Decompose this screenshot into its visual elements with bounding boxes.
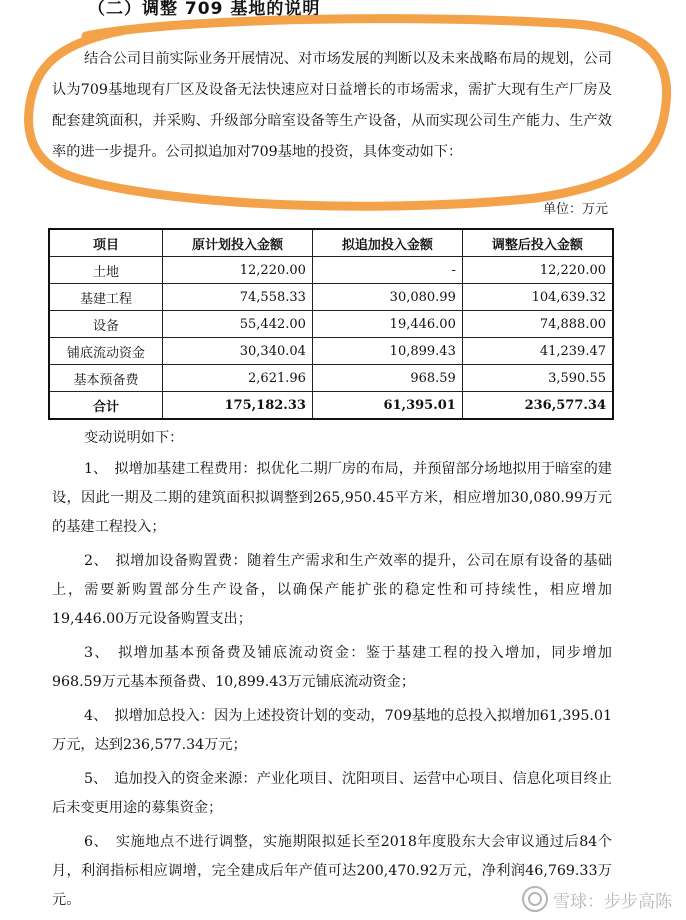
cell-additional: 30,080.99 — [312, 284, 462, 311]
change-list-intro: 变动说明如下： — [84, 430, 184, 446]
list-item: 3、 拟增加基本预备费及铺底流动资金：鉴于基建工程的投入增加，同步增加968.59万元基本预备费、10,899.43万元铺底流动资金； — [52, 645, 612, 690]
cell-name: 土地 — [49, 257, 163, 284]
cell-adjusted: 41,239.47 — [462, 338, 613, 365]
unit-label: 单位：万元 — [542, 202, 608, 217]
header-adjusted: 调整后投入金额 — [462, 229, 613, 257]
cell-total-adjusted: 236,577.34 — [462, 392, 613, 420]
table-row — [49, 284, 613, 311]
cell-adjusted: 104,639.32 — [462, 284, 613, 311]
intro-paragraph: 结合公司目前实际业务开展情况、对市场发展的判断以及未来战略布局的规划，公司认为709基地现有厂区及设备无法快速应对日益增长的市场需求，需扩大现有生产厂房及配套建筑面积，并采购、升级部分暗室设备等生产设备，从而实现公司生产能力、生产效率的进一步提升。公司拟追加对709基地的投资，具体变动如下： — [52, 51, 612, 160]
header-original: 原计划投入金额 — [163, 229, 313, 257]
snowball-logo-icon — [522, 886, 548, 912]
investment-table — [48, 228, 614, 420]
header-additional: 拟追加投入金额 — [312, 229, 462, 257]
table-row — [49, 365, 613, 392]
cell-original: 2,621.96 — [163, 365, 313, 392]
table-header-row — [49, 229, 613, 257]
cell-original: 30,340.04 — [163, 338, 313, 365]
table-row — [49, 257, 613, 284]
cell-original: 74,558.33 — [163, 284, 313, 311]
cell-adjusted: 12,220.00 — [462, 257, 613, 284]
section-heading: （二）调整 709 基地的说明 — [88, 0, 321, 19]
table-row — [49, 338, 613, 365]
cell-name: 基建工程 — [49, 284, 163, 311]
cell-additional: 968.59 — [312, 365, 462, 392]
table-total-row — [49, 392, 613, 420]
table-row — [49, 311, 613, 338]
header-item: 项目 — [49, 229, 163, 257]
watermark — [522, 886, 672, 912]
cell-adjusted: 3,590.55 — [462, 365, 613, 392]
list-item: 1、 拟增加基建工程费用：拟优化二期厂房的布局，并预留部分场地拟用于暗室的建设，因此一期及二期的建筑面积拟调整到265,950.45平方米，相应增加30,080.99万元的基建工程投入； — [52, 461, 612, 535]
cell-name: 基本预备费 — [49, 365, 163, 392]
cell-adjusted: 74,888.00 — [462, 311, 613, 338]
cell-original: 55,442.00 — [163, 311, 313, 338]
list-item: 5、 追加投入的资金来源：产业化项目、沈阳项目、运营中心项目、信息化项目终止后未变更用途的募集资金； — [52, 771, 612, 816]
cell-additional: 19,446.00 — [312, 311, 462, 338]
cell-total-original: 175,182.33 — [163, 392, 313, 420]
cell-additional: - — [312, 257, 462, 284]
cell-original: 12,220.00 — [163, 257, 313, 284]
list-item: 4、 拟增加总投入：因为上述投资计划的变动，709基地的总投入拟增加61,395.01万元，达到236,577.34万元； — [52, 708, 612, 753]
watermark-text: 雪球：步步高陈 — [553, 891, 672, 912]
list-item: 2、 拟增加设备购置费：随着生产需求和生产效率的提升，公司在原有设备的基础上，需要新购置部分生产设备，以确保产能扩张的稳定性和可持续性，相应增加19,446.00万元设备购置支出； — [52, 553, 612, 627]
cell-additional: 10,899.43 — [312, 338, 462, 365]
cell-total-label: 合计 — [49, 392, 163, 420]
cell-total-additional: 61,395.01 — [312, 392, 462, 420]
cell-name: 铺底流动资金 — [49, 338, 163, 365]
change-list — [52, 424, 612, 920]
list-item: 6、 实施地点不进行调整，实施期限拟延长至2018年度股东大会审议通过后84个月，利润指标相应调增，完全建成后年产值可达200,470.92万元，净利润46,769.33万元。 — [52, 834, 612, 908]
cell-name: 设备 — [49, 311, 163, 338]
